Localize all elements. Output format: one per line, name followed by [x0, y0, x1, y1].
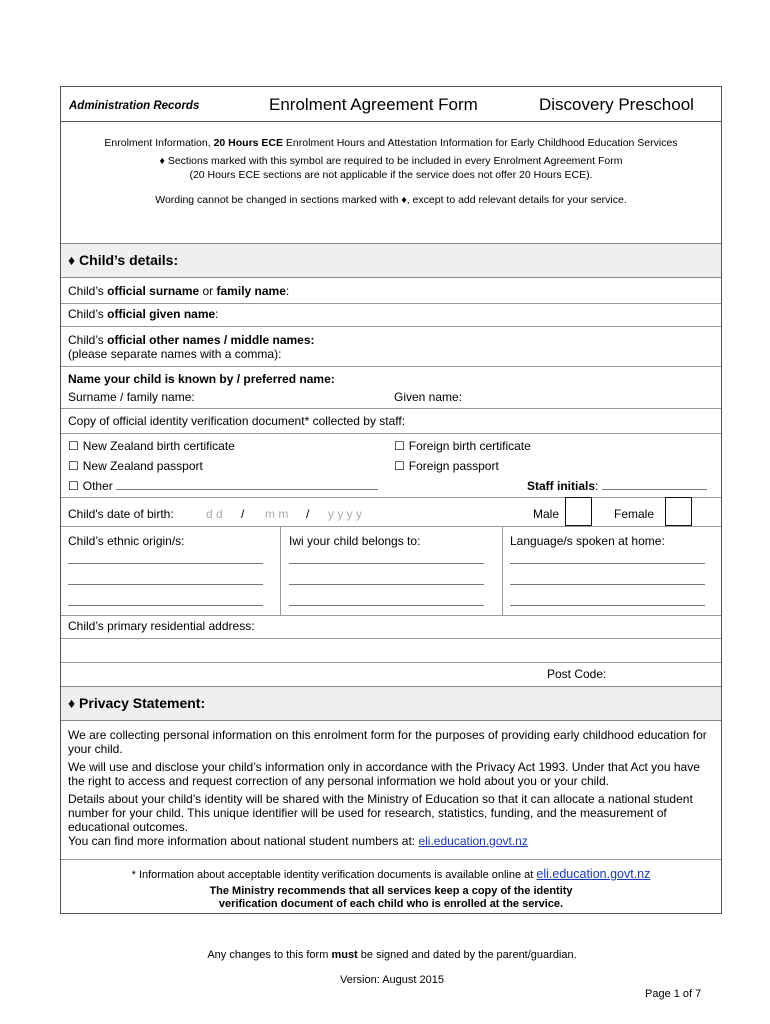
- intro-line-4: Wording cannot be changed in sections marked with ♦, except to add relevant details for your service.: [155, 194, 627, 206]
- given-name-label: Child’s official given name:: [68, 307, 219, 321]
- dob-separator: /: [241, 507, 245, 521]
- female-label: Female: [614, 507, 655, 521]
- diamond-icon: ♦: [159, 155, 165, 167]
- other-input-line[interactable]: [116, 479, 378, 490]
- staff-initials-line[interactable]: [602, 479, 707, 490]
- male-label: Male: [533, 507, 560, 521]
- verification-note: * Information about acceptable identity verification documents is available online at eli.education.govt.nz: [131, 867, 651, 881]
- option-nz-passport[interactable]: ☐ New Zealand passport: [68, 459, 203, 473]
- known-given-label: Given name:: [394, 390, 463, 404]
- known-by-label: Name your child is known by / preferred name:: [68, 372, 335, 386]
- privacy-body: [68, 728, 708, 848]
- dob-mm[interactable]: m m: [265, 507, 289, 521]
- ministry-line-1: The Ministry recommends that all services keep a copy of the identity: [209, 885, 573, 897]
- address-label: Child’s primary residential address:: [68, 619, 255, 633]
- iwi-label: Iwi your child belongs to:: [289, 534, 421, 548]
- privacy-p3: Details about your child’s identity will be shared with the Ministry of Education so that it can allocate a national student number for your child. This unique identifier will be used for research, statistics, funding, and the measurement of educational outcomes.: [68, 792, 693, 834]
- eli-link-note[interactable]: eli.education.govt.nz: [536, 867, 651, 881]
- footer-changes: Any changes to this form must be signed and dated by the parent/guardian.: [207, 949, 577, 961]
- childs-details-header: [61, 243, 721, 278]
- ethnic-origin-label: Child’s ethnic origin/s:: [68, 534, 185, 548]
- footer-version: Version: August 2015: [340, 974, 444, 986]
- ministry-line-2: verification document of each child who is enrolled at the service.: [218, 898, 564, 910]
- admin-records-label: Administration Records: [69, 100, 200, 112]
- iwi-lines[interactable]: [289, 553, 484, 606]
- childs-details-heading: Child’s details:: [79, 252, 179, 268]
- privacy-p1: We are collecting personal information on this enrolment form for the purposes of providing early childhood education for your child.: [68, 728, 707, 756]
- postcode-label: Post Code:: [547, 667, 607, 681]
- checkbox-icon[interactable]: ☐: [394, 459, 405, 473]
- privacy-p2: We will use and disclose your child’s information only in accordance with the Privacy Act 1993. Under that Act you have the right to access and request correction of any personal information we hold about you or your child.: [68, 760, 700, 788]
- dob-label: Child's date of birth:: [68, 507, 174, 521]
- female-checkbox[interactable]: [665, 497, 692, 526]
- id-document-label: Copy of official identity verification document* collected by staff:: [68, 414, 406, 428]
- option-other[interactable]: ☐ Other: [68, 479, 378, 493]
- privacy-header: [61, 686, 721, 721]
- option-foreign-birth[interactable]: ☐ Foreign birth certificate: [394, 439, 531, 453]
- surname-label: Child’s official surname or family name:: [68, 284, 290, 298]
- ethnic-lines[interactable]: [68, 553, 263, 606]
- diamond-icon: ♦: [68, 252, 76, 268]
- checkbox-icon[interactable]: ☐: [394, 439, 405, 453]
- school-name: Discovery Preschool: [539, 95, 694, 114]
- diamond-icon: ♦: [401, 194, 407, 206]
- privacy-heading: Privacy Statement:: [79, 695, 206, 711]
- dob-yyyy[interactable]: y y y y: [328, 507, 363, 521]
- checkbox-icon[interactable]: ☐: [68, 479, 79, 493]
- intro-line-3: (20 Hours ECE sections are not applicable if the service does not offer 20 Hours ECE).: [189, 169, 593, 181]
- privacy-p4: You can find more information about national student numbers at: eli.education.govt.nz: [68, 834, 528, 848]
- other-names-label: Child’s official other names / middle names:: [68, 333, 315, 347]
- intro-line-2: ♦ Sections marked with this symbol are required to be included in every Enrolment Agreement Form: [159, 155, 623, 167]
- staff-initials: Staff initials:: [527, 479, 707, 493]
- language-lines[interactable]: [510, 553, 705, 606]
- form-frame: [60, 86, 722, 914]
- male-checkbox[interactable]: [565, 497, 592, 526]
- eli-link[interactable]: eli.education.govt.nz: [418, 834, 528, 848]
- footer-page-number: Page 1 of 7: [645, 988, 702, 1000]
- option-nz-birth[interactable]: ☐ New Zealand birth certificate: [68, 439, 235, 453]
- form-title: Enrolment Agreement Form: [269, 95, 478, 114]
- language-label: Language/s spoken at home:: [510, 534, 665, 548]
- other-names-sub: (please separate names with a comma):: [68, 347, 282, 361]
- diamond-icon: ♦: [68, 695, 76, 711]
- dob-separator: /: [306, 507, 310, 521]
- checkbox-icon[interactable]: ☐: [68, 459, 79, 473]
- known-surname-label: Surname / family name:: [68, 390, 195, 404]
- dob-dd[interactable]: d d: [206, 507, 223, 521]
- option-foreign-passport[interactable]: ☐ Foreign passport: [394, 459, 499, 473]
- intro-line-1: Enrolment Information, 20 Hours ECE Enrolment Hours and Attestation Information for Early Childhood Education Services: [104, 137, 678, 149]
- checkbox-icon[interactable]: ☐: [68, 439, 79, 453]
